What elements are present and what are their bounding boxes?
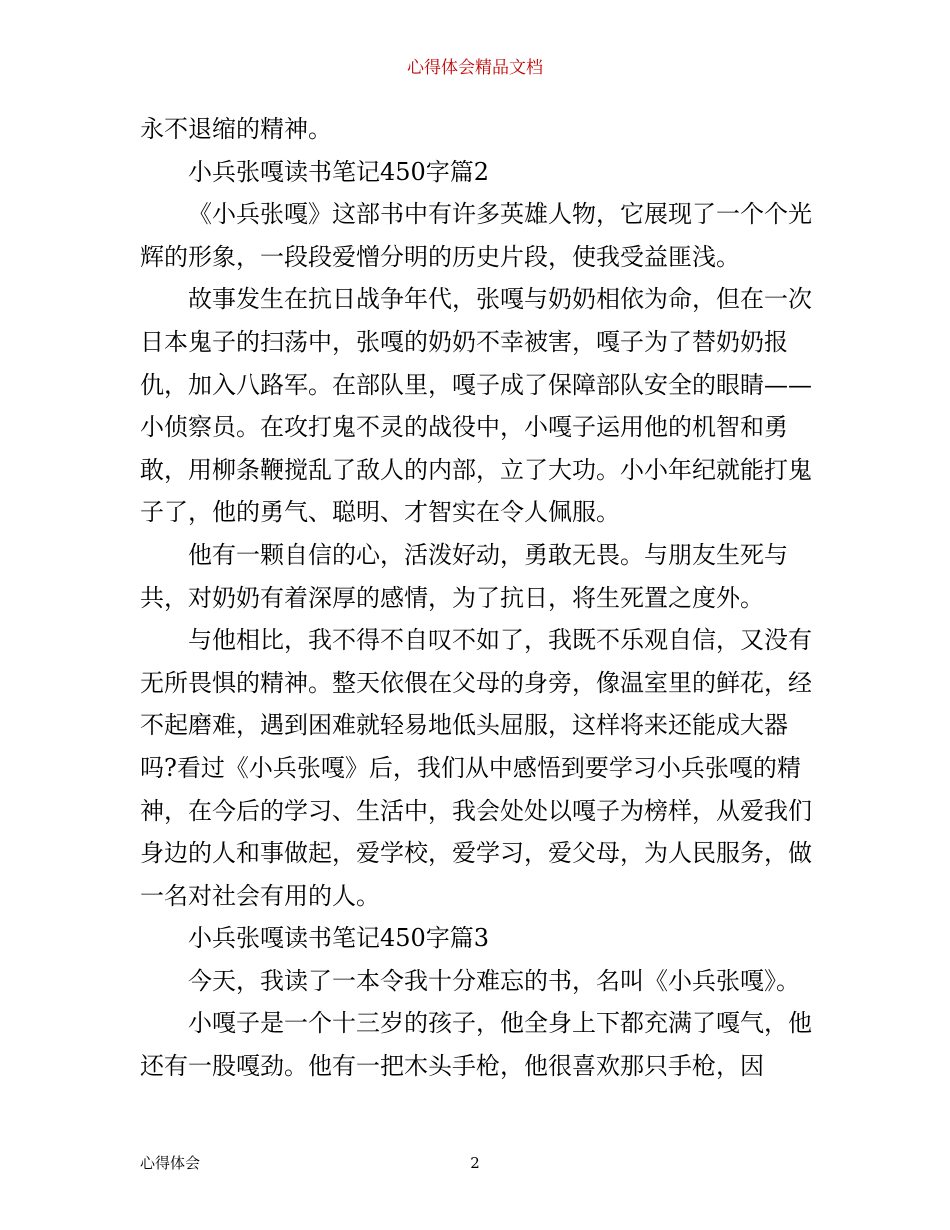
body-text [140,108,820,1088]
page-number: 2 [470,1154,480,1172]
section-heading: 小兵张嘎读书笔记450字篇2 [188,157,490,186]
paragraph: 永不退缩的精神。 [140,115,332,143]
paragraph: 小嘎子是一个十三岁的孩子，他全身上下都充满了嘎气，他还有一股嘎劲。他有一把木头手枪，他很喜欢那只手枪，因 [140,1009,812,1081]
section-heading: 小兵张嘎读书笔记450字篇3 [188,924,490,953]
footer-label: 心得体会 [140,1154,201,1172]
paragraph: 故事发生在抗日战争年代，张嘎与奶奶相依为命，但在一次日本鬼子的扫荡中，张嘎的奶奶不幸被害，嘎子为了替奶奶报仇，加入八路军。在部队里，嘎子成了保障部队安全的眼睛——小侦察员。在攻打鬼不灵的战役中，小嘎子运用他的机智和勇敢，用柳条鞭搅乱了敌人的内部，立了大功。小小年纪就能打鬼子了，他的勇气、聪明、才智实在令人佩服。 [140,285,812,527]
paragraph: 《小兵张嘎》这部书中有许多英雄人物，它展现了一个个光辉的形象，一段段爱憎分明的历史片段，使我受益匪浅。 [140,200,812,271]
paragraph: 他有一颗自信的心，活泼好动，勇敢无畏。与朋友生死与共，对奶奶有着深厚的感情，为了抗日，将生死置之度外。 [140,540,788,612]
paragraph: 与他相比，我不得不自叹不如了，我既不乐观自信，又没有无所畏惧的精神。整天依偎在父母的身旁，像温室里的鲜花，经不起磨难，遇到困难就轻易地低头屈服，这样将来还能成大器吗?看过《小兵张嘎》后，我们从中感悟到要学习小兵张嘎的精神，在今后的学习、生活中，我会处处以嘎子为榜样，从爱我们身边的人和事做起，爱学校，爱学习，爱父母，为人民服务，做一名对社会有用的人。 [140,626,812,910]
paragraph: 今天，我读了一本令我十分难忘的书，名叫《小兵张嘎》。 [188,966,800,995]
page-header-title: 心得体会精品文档 [407,58,543,78]
